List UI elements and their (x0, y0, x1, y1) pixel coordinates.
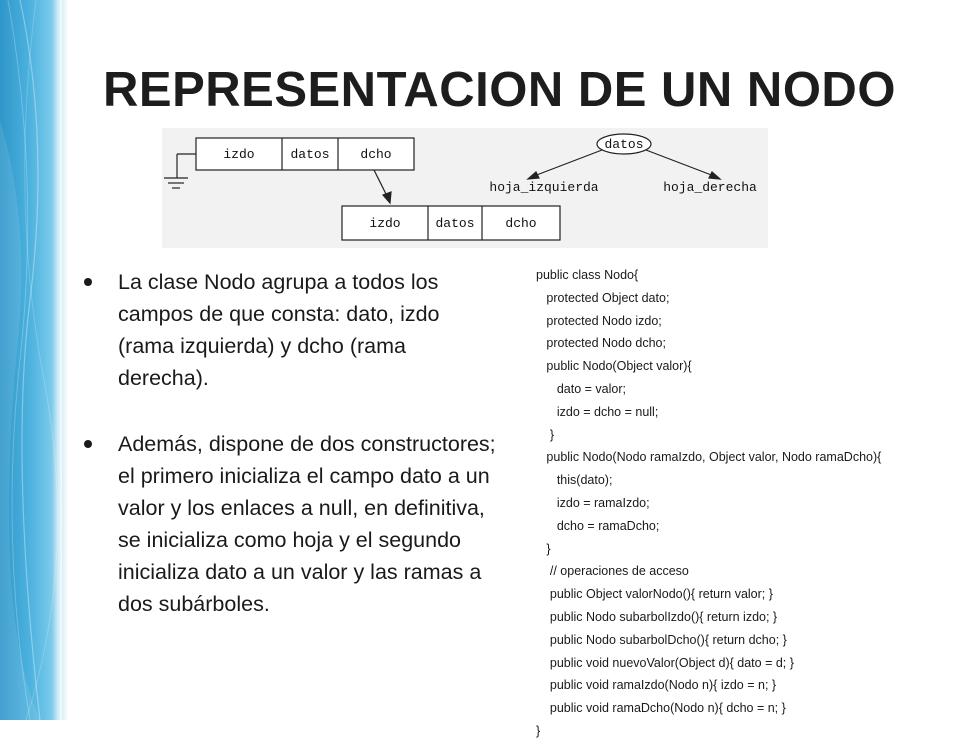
top-node-datos-label: datos (290, 147, 330, 162)
code-line: this(dato); (536, 473, 613, 488)
code-line: public Nodo(Object valor){ (536, 359, 692, 374)
code-line: public class Nodo{ (536, 268, 639, 282)
code-line: public Nodo(Nodo ramaIzdo, Object valor, Nodo ramaDcho){ (536, 450, 882, 465)
tree-root-label: datos (604, 137, 644, 152)
code-line: dcho = ramaDcho; (536, 518, 660, 533)
code-line: protected Nodo dcho; (536, 336, 666, 351)
bullet-dot-icon (84, 440, 92, 448)
code-line: } (536, 427, 555, 442)
code-line: dato = valor; (536, 381, 626, 396)
code-line: public Nodo subarbolDcho(){ return dcho; } (536, 632, 787, 647)
code-line: // operaciones de acceso (536, 564, 689, 579)
bullet-text: Además, dispone de dos constructores; el primero inicializa el campo dato a un valor y los enlaces a null, en definitiva, se inicializa como hoja y el segundo inicializa dato a un valor y las ramas a dos subárboles. (118, 432, 496, 616)
code-line: } (536, 723, 541, 738)
slide-title: REPRESENTACION DE UN NODO (103, 63, 896, 117)
tree-right-leaf-label: hoja_derecha (663, 180, 757, 195)
band-edge (62, 0, 68, 720)
bullet-list (78, 266, 498, 620)
code-line: protected Nodo izdo; (536, 313, 662, 328)
code-line: izdo = dcho = null; (536, 404, 659, 419)
bottom-node-izdo-label: izdo (369, 216, 401, 231)
tree-left-leaf-label: hoja_izquierda (489, 180, 599, 195)
code-line: public void ramaDcho(Nodo n){ dcho = n; } (536, 701, 786, 716)
top-node-dcho-label: dcho (360, 147, 392, 162)
bottom-node-datos-label: datos (435, 216, 475, 231)
code-line: public Object valorNodo(){ return valor; } (536, 587, 773, 602)
decorative-side-band (0, 0, 62, 720)
code-line: public void ramaIzdo(Nodo n){ izdo = n; } (536, 678, 777, 693)
code-listing (536, 264, 956, 743)
code-line: } (536, 541, 551, 556)
code-line: public Nodo subarbolIzdo(){ return izdo; } (536, 609, 778, 624)
top-node-izdo-label: izdo (223, 147, 255, 162)
bottom-node-dcho-label: dcho (505, 216, 537, 231)
code-line: protected Object dato; (536, 290, 670, 305)
node-diagram (162, 128, 768, 248)
bullet-item (78, 266, 498, 394)
code-line: izdo = ramaIzdo; (536, 495, 650, 510)
bullet-dot-icon (84, 278, 92, 286)
code-line: public void nuevoValor(Object d){ dato = d; } (536, 655, 794, 670)
bullet-text: La clase Nodo agrupa a todos los campos de que consta: dato, izdo (rama izquierda) y dcho (rama derecha). (118, 270, 440, 390)
bullet-item (78, 428, 498, 620)
